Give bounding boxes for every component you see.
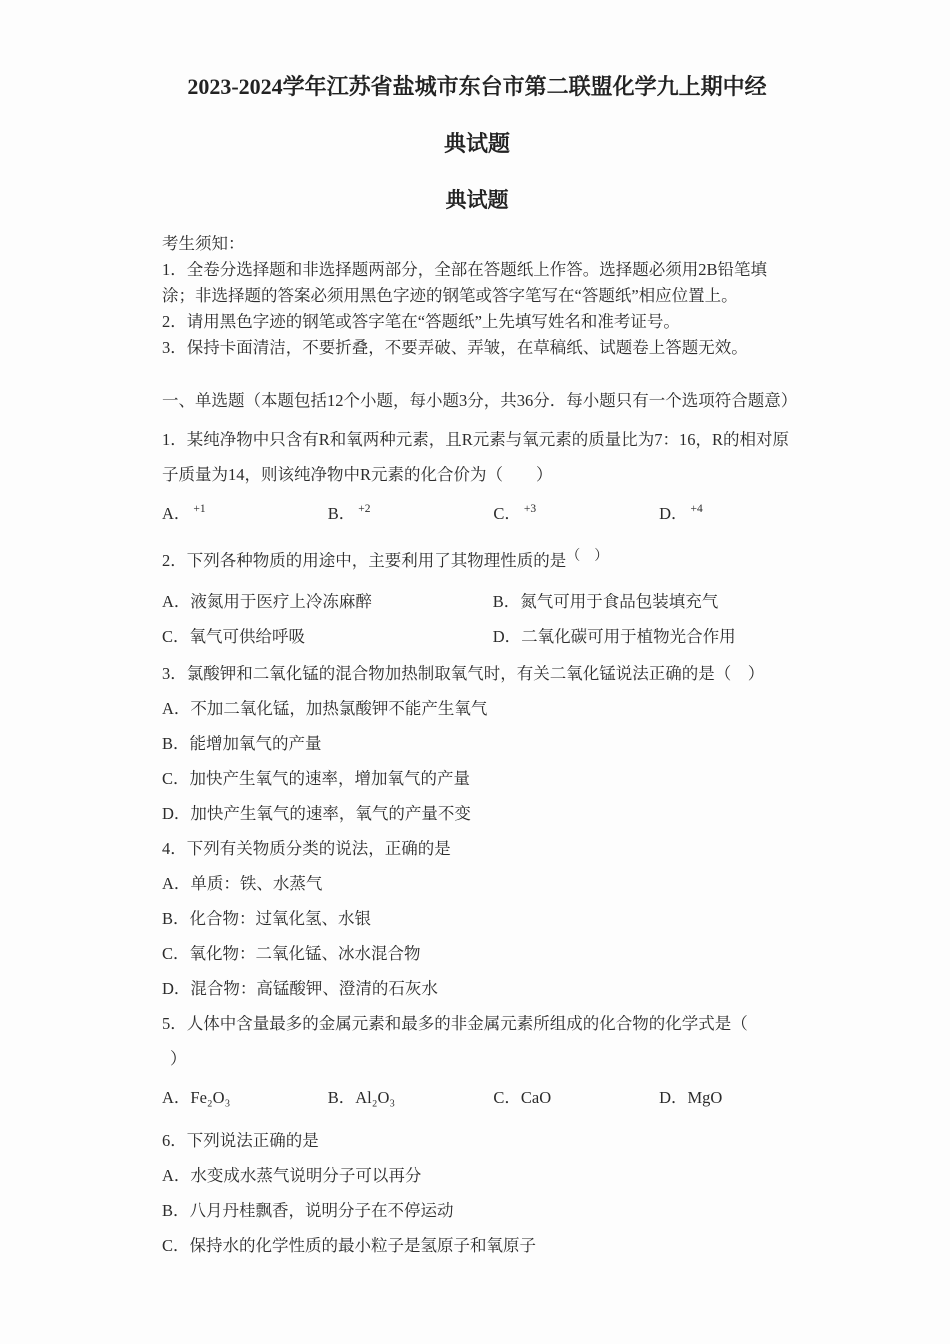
exam-title-line-3: 典试题	[445, 187, 509, 212]
notice-header: 考生须知：	[162, 233, 245, 253]
question-3-option-b: B．能增加氧气的产量	[162, 733, 322, 753]
question-2-text-main: 2．下列各种物质的用途中，主要利用了其物理性质的是	[162, 550, 567, 570]
question-6-text: 6．下列说法正确的是	[162, 1130, 319, 1150]
question-2	[162, 543, 792, 654]
option-superscript: +2	[358, 502, 371, 515]
question-4-option-b: B．化合物：过氧化氢、水银	[162, 908, 372, 928]
option-superscript: +1	[193, 502, 206, 515]
question-5-options	[162, 1080, 792, 1115]
question-4-text: 4．下列有关物质分类的说法，正确的是	[162, 838, 451, 858]
question-2-text	[162, 543, 792, 578]
question-3-text: 3．氯酸钾和二氧化锰的混合物加热制取氧气时，有关二氧化锰说法正确的是（ ）	[162, 663, 765, 683]
notice-item-2: 2．请用黑色字迹的钢笔或答字笔在“答题纸”上先填写姓名和准考证号。	[162, 311, 680, 331]
question-2-option-c: C．氧气可供给呼吸	[162, 626, 306, 646]
question-2-option-a: A．液氮用于医疗上冷冻麻醉	[162, 591, 372, 611]
question-3-option-d: D．加快产生氧气的速率，氧气的产量不变	[162, 803, 471, 823]
question-5-text-wrap: ）	[170, 1048, 187, 1068]
question-5-option-a: A．Fe₂O₃	[162, 1087, 231, 1107]
candidate-notice	[162, 231, 792, 361]
question-1	[162, 422, 792, 531]
option-superscript: +4	[690, 502, 703, 515]
question-1-text: 1．某纯净物中只含有R和氧两种元素，且R元素与氧元素的质量比为7：16，R的相对原子质量为14，则该纯净物中R元素的化合价为（ ）	[162, 429, 790, 484]
question-5-option-c: C．CaO	[493, 1087, 552, 1107]
question-3-option-c: C．加快产生氧气的速率，增加氧气的产量	[162, 768, 471, 788]
question-1-option-a	[162, 496, 328, 531]
notice-item-3: 3．保持卡面清洁，不要折叠，不要弄破、弄皱，在草稿纸、试题卷上答题无效。	[162, 337, 748, 357]
question-1-options	[162, 496, 792, 531]
question-6-option-a: A．水变成水蒸气说明分子可以再分	[162, 1165, 422, 1185]
notice-item-1: 1．全卷分选择题和非选择题两部分，全部在答题纸上作答。选择题必须用2B铅笔填涂；非选择题的答案必须用黑色字迹的钢笔或答字笔写在“答题纸”相应位置上。	[162, 259, 768, 305]
question-6	[162, 1123, 792, 1263]
question-4-option-c: C．氧化物：二氧化锰、冰水混合物	[162, 943, 421, 963]
question-3	[162, 656, 792, 831]
question-1-option-c	[493, 496, 659, 531]
question-5-option-b: B．Al₂O₃	[327, 1087, 396, 1107]
option-superscript: +3	[523, 502, 537, 515]
question-1-option-d	[659, 496, 703, 531]
question-5-option-d: D．MgO	[659, 1087, 723, 1107]
section-heading: 一、单选题（本题包括12个小题，每小题3分，共36分．每小题只有一个选项符合题意）	[162, 390, 798, 410]
exam-title-line-1: 2023-2024学年江苏省盐城市东台市第二联盟化学九上期中经	[187, 74, 767, 99]
question-2-option-b: B．氮气可用于食品包装填充气	[492, 591, 719, 611]
question-6-option-c: C．保持水的化学性质的最小粒子是氢原子和氧原子	[162, 1235, 537, 1255]
question-1-option-b	[328, 496, 494, 531]
question-4-option-a: A．单质：铁、水蒸气	[162, 873, 323, 893]
question-2-paren: （ ）	[566, 548, 609, 564]
question-4	[162, 831, 792, 1006]
question-6-option-b: B．八月丹桂飘香，说明分子在不停运动	[162, 1200, 454, 1220]
question-5	[162, 1006, 792, 1115]
question-3-option-a: A．不加二氧化锰，加热氯酸钾不能产生氧气	[162, 698, 488, 718]
question-2-option-d: D．二氧化碳可用于植物光合作用	[492, 626, 736, 646]
question-2-options	[162, 584, 792, 654]
exam-title-line-2: 典试题	[443, 130, 510, 156]
option-label: C．	[493, 503, 521, 523]
question-4-option-d: D．混合物：高锰酸钾、澄清的石灰水	[162, 978, 438, 998]
option-label: D．	[659, 503, 688, 523]
option-label: B．	[327, 503, 356, 523]
option-label: A．	[162, 503, 191, 523]
question-5-text: 5．人体中含量最多的金属元素和最多的非金属元素所组成的化合物的化学式是（	[162, 1013, 748, 1033]
